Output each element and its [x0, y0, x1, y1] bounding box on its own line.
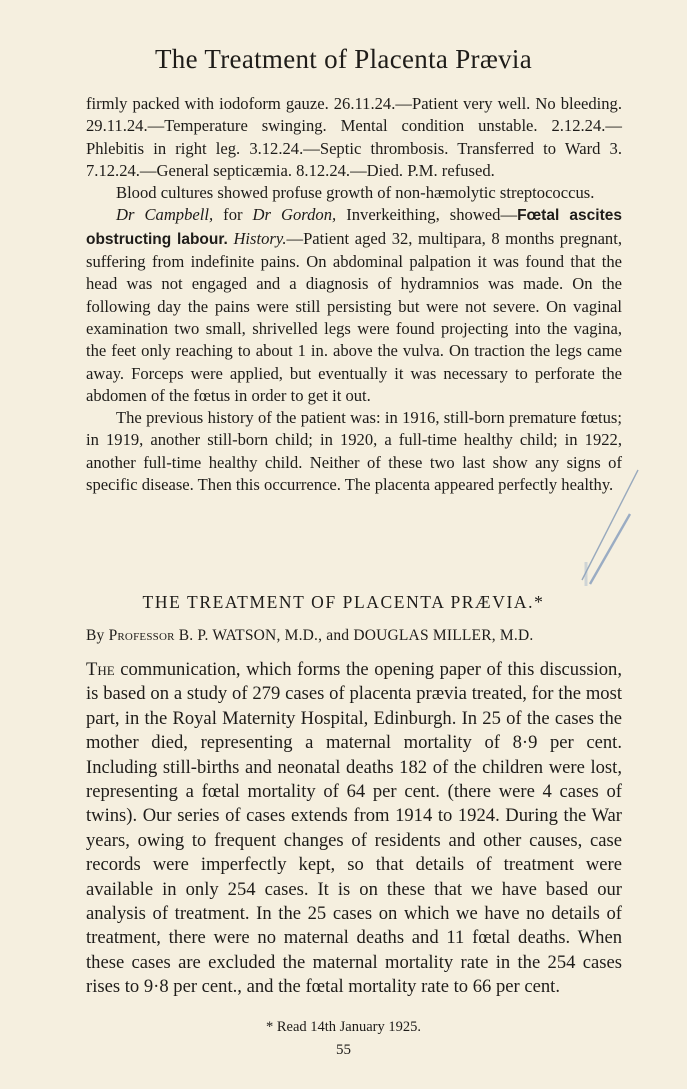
case-paragraph — [86, 204, 622, 407]
footnote: * Read 14th January 1925. — [265, 1019, 422, 1035]
case-author-1: Dr Campbell, — [116, 205, 214, 225]
byline-professor: Professor — [108, 627, 175, 644]
article-byline: By Professor B. P. WATSON, M.D., and DOUGLAS MILLER, M.D. — [86, 627, 534, 644]
blood-cultures-paragraph: Blood cultures showed profuse growth of non-hæmolytic streptococcus. — [116, 183, 595, 203]
running-head: The Treatment of Placenta Prævia — [154, 44, 533, 74]
case-author-2: Dr Gordon, — [252, 205, 337, 225]
case-place: Inverkeithing, showed— — [336, 205, 518, 225]
page-number: 55 — [336, 1042, 351, 1058]
lead-in: The — [86, 659, 115, 680]
article-paragraph — [86, 658, 622, 1000]
case-title: Fœtal ascites obstructing labour. — [86, 207, 622, 248]
case-report — [86, 93, 622, 496]
article-text: communication, which forms the opening paper of this discussion, is based on a study of 279 cases of placenta prævia treated, for the most part, in the Royal Maternity Hospital, Edinburgh. In 25 of the cases the mother died, representing a maternal mortality of 8·9 per cent. Including still-births and neonatal deaths 182 of the children were lost, representing a fœtal mortality of 64 per cent. (there were 4 cases of twins). Our series of cases extends from 1914 to 1924. During the War years, owing to frequent changes of residents and other causes, case records were imperfectly kept, so that details of treatment were available in only 254 cases. It is on these that we have based our analysis of treatment. In the 25 cases on which we have no details of treatment, there were no maternal deaths and 11 fœtal deaths. When these cases are excluded the maternal mortality rate in the 254 cases rises to 9·8 per cent., and the fœtal mortality rate to 66 per cent. — [86, 659, 622, 998]
case-continuation-paragraph: firmly packed with iodoform gauze. 26.11.24.—Patient very well. No bleeding. 29.11.24.—Temperature swinging. Mental condition unstable. 2.12.24.—Phlebitis in right leg. 3.12.24.—Septic thrombosis. Transferred to Ward 3. 7.12.24.—General septicæmia. 8.12.24.—Died. P.M. refused. — [86, 94, 622, 180]
article-title: THE TREATMENT OF PLACENTA PRÆVIA.* — [142, 592, 545, 612]
article-body — [86, 658, 622, 1000]
pencil-margin-mark — [572, 462, 642, 592]
history-text: —Patient aged 32, multipara, 8 months pregnant, suffering from indefinite pains. On abdominal palpation it was found that the head was not engaged and a diagnosis of hydramnios was made. On the following day the pains were still persisting but were not severe. On vaginal examination two small, shrivelled legs were found projecting into the vagina, the feet only reaching to about 1 in. above the vulva. On traction the legs came away. Forceps were applied, but eventually it was necessary to perforate the abdomen of the fœtus in order to get it out. — [86, 228, 622, 405]
previous-history-paragraph: The previous history of the patient was: in 1916, still-born premature fœtus; in 1919, another still-born child; in 1920, a full-time healthy child; in 1922, another full-time healthy child. Neither of these two last show any signs of specific disease. Then this occurrence. The placenta appeared perfectly healthy. — [86, 408, 622, 495]
history-label: History. — [233, 228, 287, 248]
case-for: for — [213, 205, 253, 225]
